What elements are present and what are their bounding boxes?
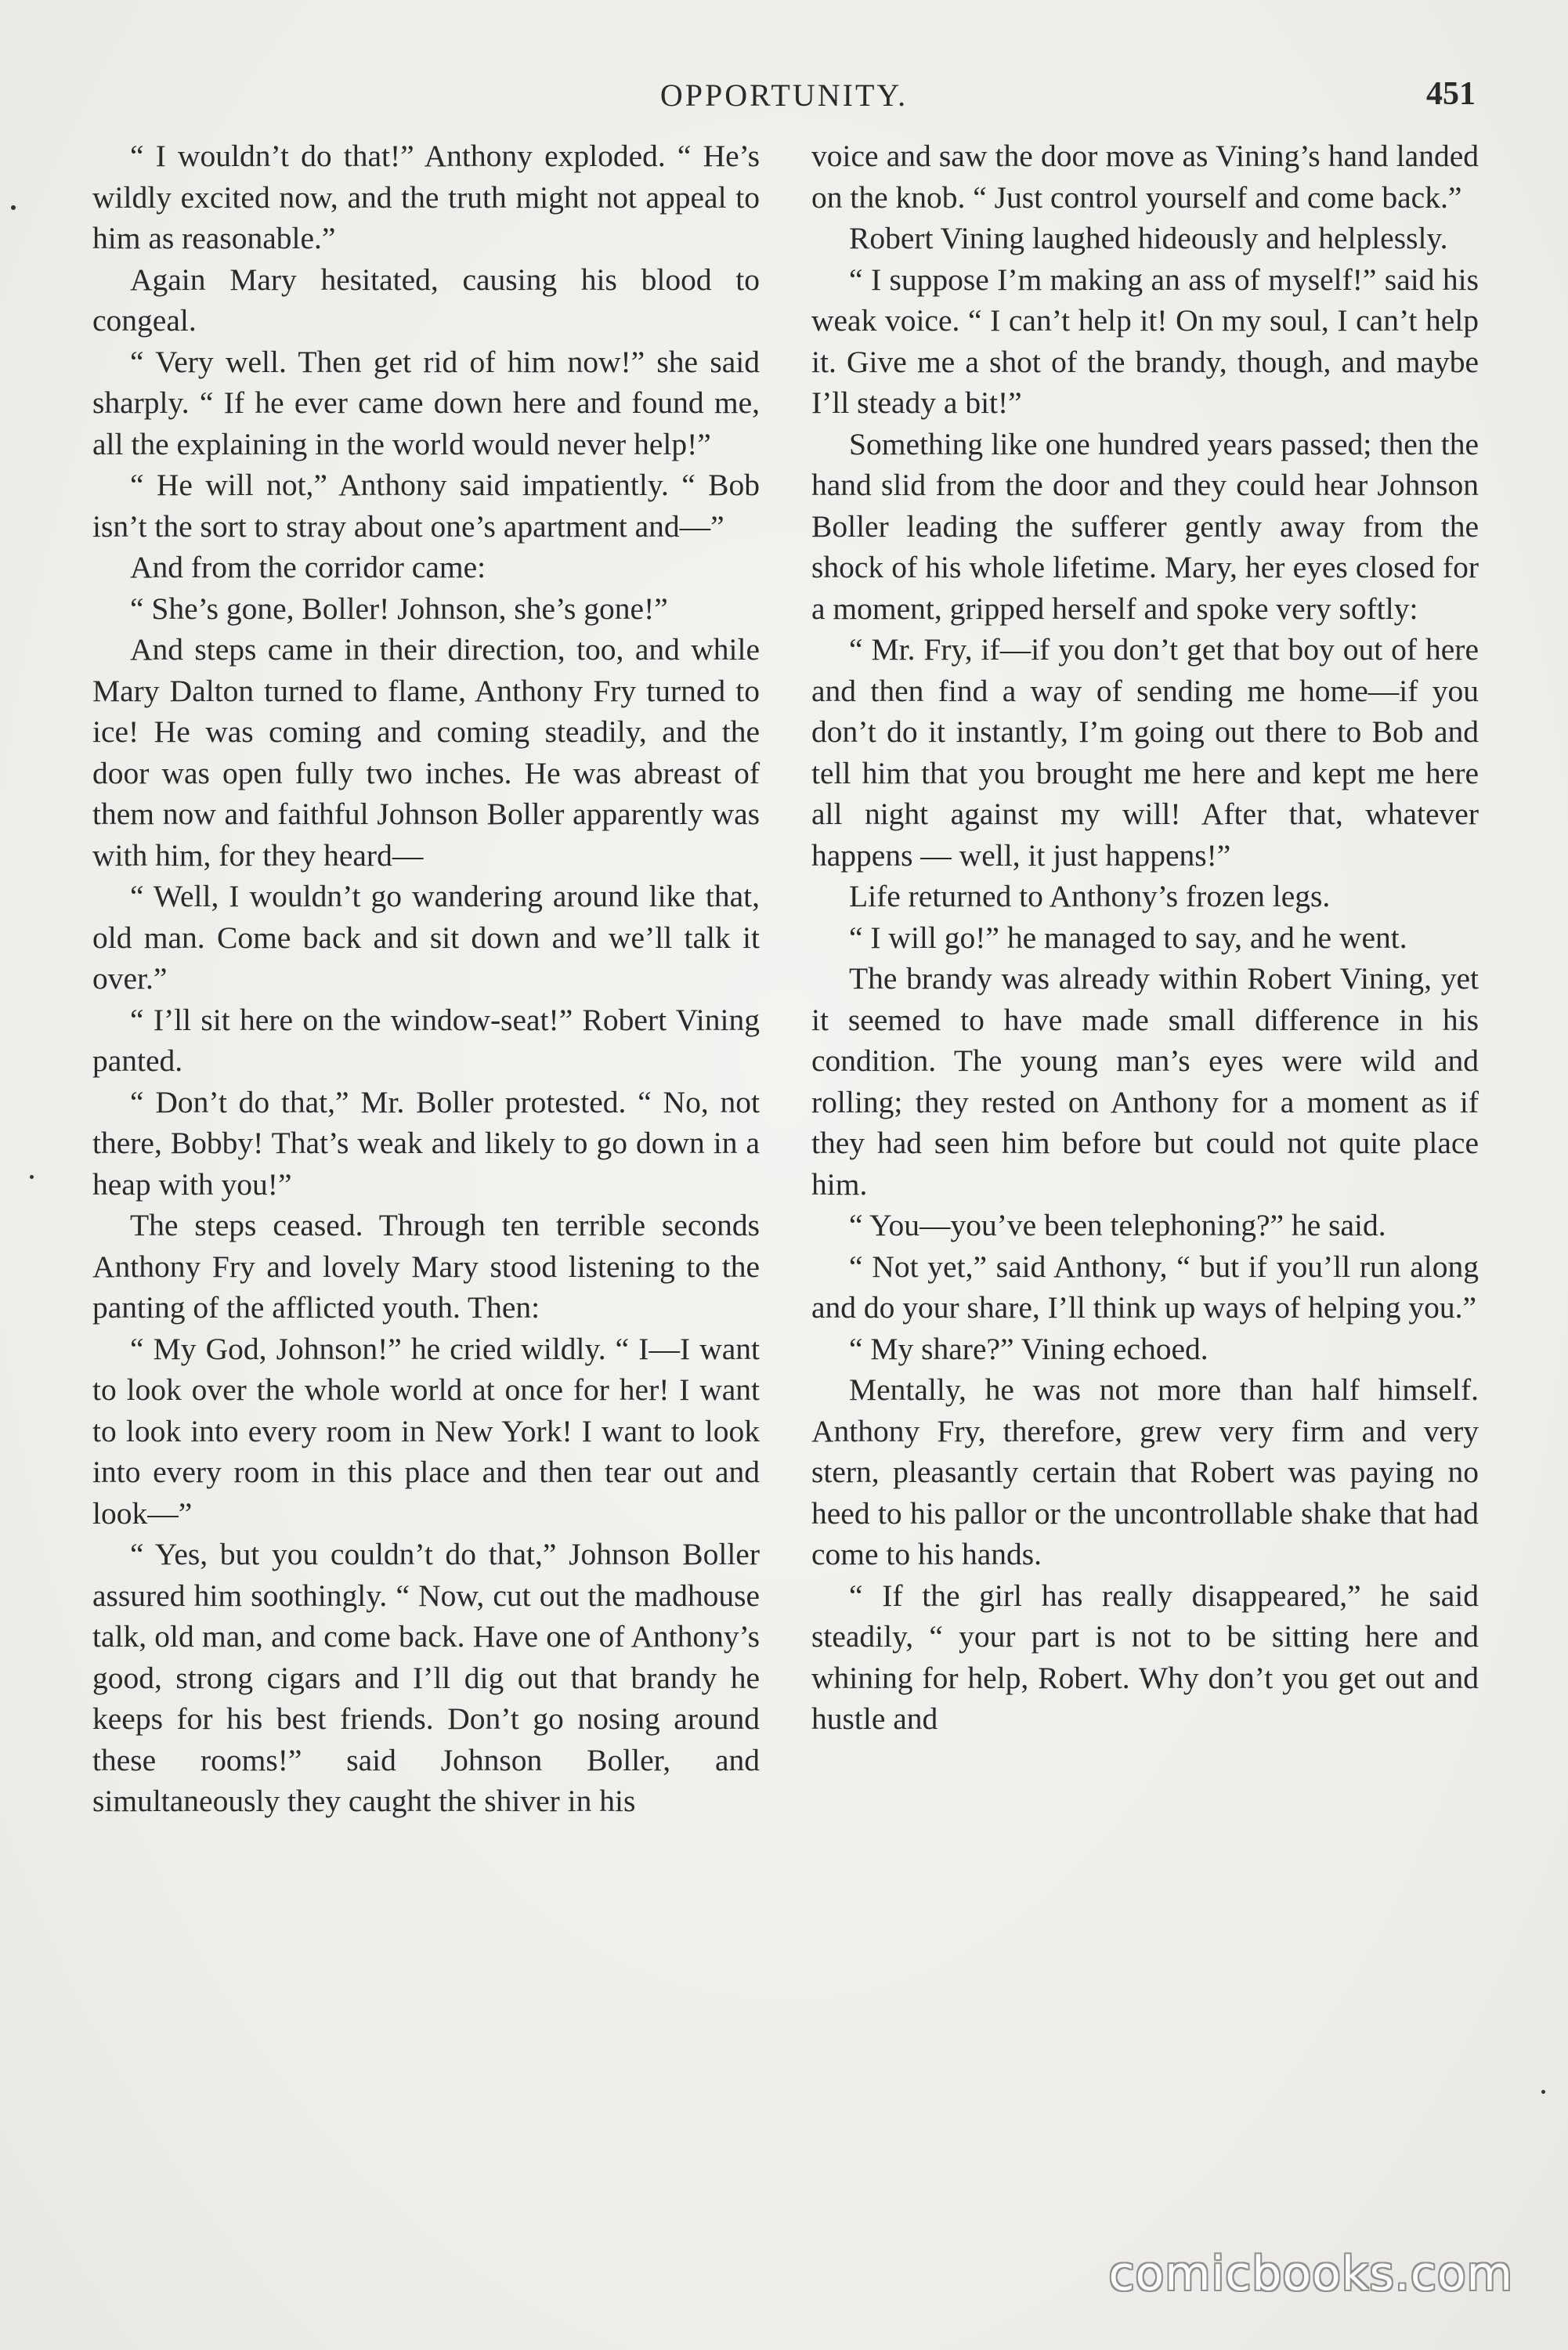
paragraph: “ She’s gone, Boller! Johnson, she’s gone!” [130, 591, 668, 626]
paragraph: “ Mr. Fry, if—if you don’t get that boy out of here and then find a way of sending me home—if you don’t do it instantly, I’m going out there to Bob and tell him that you brought me here and kept me here all night against my will! After that, whatever happens — well, it just happens!” [811, 632, 1479, 873]
paragraph: The steps ceased. Through ten terrible seconds Anthony Fry and lovely Mary stood listening to the panting of the afflicted youth. Then: [92, 1208, 760, 1325]
paragraph: Life returned to Anthony’s frozen legs. [849, 879, 1331, 913]
running-title: OPPORTUNITY. [659, 78, 909, 113]
paragraph: “ I wouldn’t do that!” Anthony exploded. “ He’s wildly excited now, and the truth might not appeal to him as reasonable.” [92, 139, 760, 255]
paragraph: “ Well, I wouldn’t go wandering around like that, old man. Come back and sit down and we’ll talk it over.” [92, 879, 760, 996]
paragraph: “ You—you’ve been telephoning?” he said. [849, 1208, 1386, 1242]
paragraph: And steps came in their direction, too, and while Mary Dalton turned to flame, Anthony Fry turned to ice! He was coming and coming steadily, and the door was open fully two inches. He was abreast of them now and faithful Johnson Boller apparently was with him, for they heard— [92, 632, 760, 873]
paragraph: “ He will not,” Anthony said impatiently. “ Bob isn’t the sort to stray about one’s apartment and—” [92, 468, 760, 544]
paragraph: Something like one hundred years passed; then the hand slid from the door and they could hear Johnson Boller leading the sufferer gently away from the shock of his whole lifetime. Mary, her eyes closed for a moment, gripped herself and spoke very softly: [811, 426, 1479, 626]
paragraph: The brandy was already within Robert Vining, yet it seemed to have made small difference in his condition. The young man’s eyes were wild and rolling; they rested on Anthony for a moment as if they had seen him before but could not quite place him. [811, 961, 1479, 1202]
paragraph: And from the corridor came: [130, 550, 486, 584]
print-speck [11, 205, 16, 210]
print-speck [1541, 2090, 1545, 2094]
paragraph: “ My God, Johnson!” he cried wildly. “ I—I want to look over the whole world at once for her! I want to look into every room in New York! I want to look into every room in this place and then tear out and look—” [92, 1331, 760, 1531]
page-header [92, 72, 1476, 119]
paragraph: “ Very well. Then get rid of him now!” she said sharply. “ If he ever came down here and found me, all the explaining in the world would never help!” [92, 344, 760, 461]
paragraph: Again Mary hesitated, causing his blood to congeal. [92, 262, 760, 338]
paragraph: “ Not yet,” said Anthony, “ but if you’ll run along and do your share, I’ll think up ways of helping you.” [811, 1249, 1479, 1325]
text-columns [92, 136, 1479, 2251]
paragraph: “ If the girl has really disappeared,” he said steadily, “ your part is not to be sitting here and whining for help, Robert. Why don’t you get out and hustle and [811, 1578, 1479, 1736]
paragraph: “ I suppose I’m making an ass of myself!” said his weak voice. “ I can’t help it! On my soul, I can’t help it. Give me a shot of the brandy, though, and maybe I’ll steady a bit!” [811, 262, 1479, 420]
paragraph: “ Don’t do that,” Mr. Boller protested. “ No, not there, Bobby! That’s weak and likely to go down in a heap with you!” [92, 1084, 760, 1202]
paragraph: “ I’ll sit here on the window-seat!” Robert Vining panted. [92, 1002, 760, 1078]
paragraph: “ Yes, but you couldn’t do that,” Johnson Boller assured him soothingly. “ Now, cut out the madhouse talk, old man, and come back. Have one of Anthony’s good, strong cigars and I’ll dig out that brandy he keeps for his best friends. Don’t go nosing around these rooms!” said Johnson Boller, and simultaneously they caught the shiver in his [92, 1537, 760, 1818]
paragraph: Robert Vining laughed hideously and helplessly. [849, 221, 1448, 255]
print-speck [30, 1175, 34, 1179]
paragraph-continued: voice and saw the door move as Vining’s hand landed on the knob. “ Just control yourself and come back.” [811, 139, 1479, 215]
paragraph: Mentally, he was not more than half himself. Anthony Fry, therefore, grew very firm and very stern, pleasantly certain that Robert was paying no heed to his pallor or the uncontrollable shake that had come to his hands. [811, 1372, 1479, 1571]
paragraph: “ My share?” Vining echoed. [849, 1331, 1209, 1366]
left-column [92, 136, 760, 1822]
page-number: 451 [1426, 76, 1476, 112]
watermark-logo: comicbooks.com [1108, 2247, 1513, 2301]
paragraph: “ I will go!” he managed to say, and he went. [849, 920, 1407, 955]
right-column [811, 136, 1479, 1740]
